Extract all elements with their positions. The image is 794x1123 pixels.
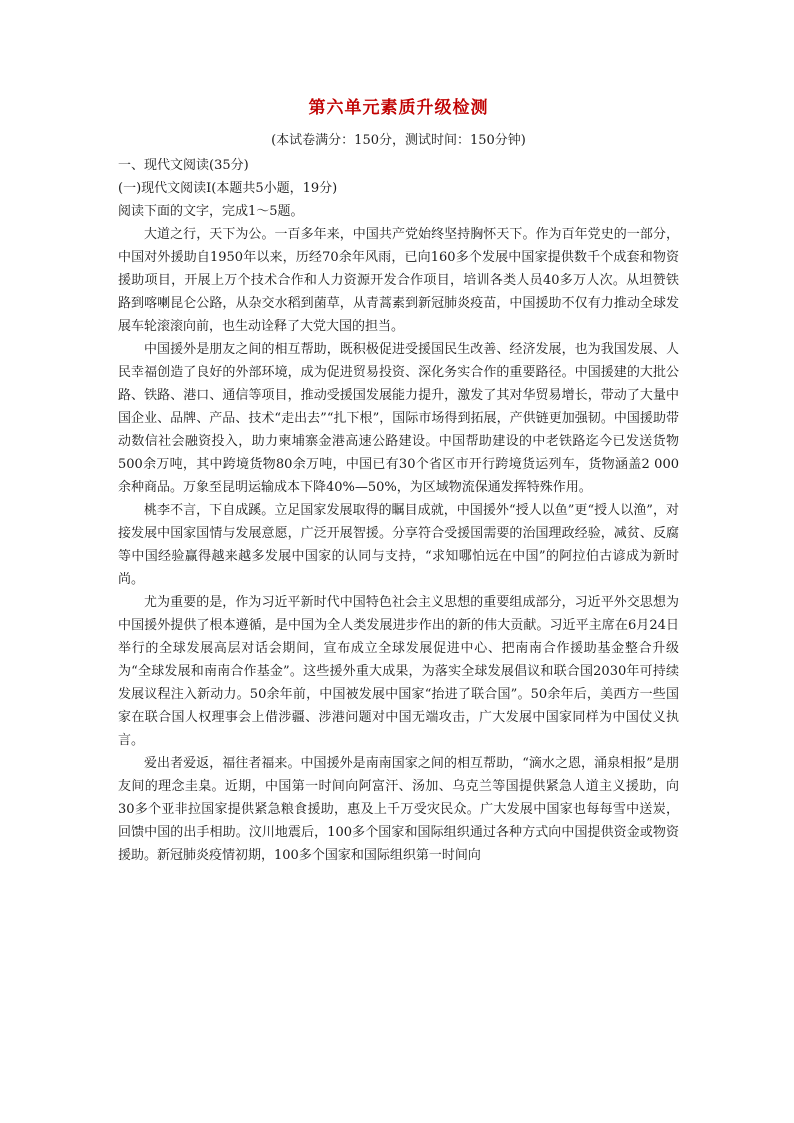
paragraph: 桃李不言，下自成蹊。立足国家发展取得的瞩目成就，中国援外“授人以鱼”更“授人以渔”，对接发展中国家国情与发展意愿，广泛开展智援。分享符合受援国需要的治国理政经验，减贫、反腐等中国经验赢得越来越多发展中国家的认同与支持，“求知哪怕远在中国”的阿拉伯古谚成为新时尚。 bbox=[118, 503, 679, 587]
paragraph: 大道之行，天下为公。一百多年来，中国共产党始终坚持胸怀天下。作为百年党史的一部分，中国对外援助自1950年以来，历经70余年风雨，已向160多个发展中国家提供数千个成套和物资援助项目，开展上万个技术合作和人力资源开发合作项目，培训各类人员40多万人次。从坦赞铁路到喀喇昆仑公路，从杂交水稻到菌草，从青蒿素到新冠肺炎疫苗，中国援助不仅有力推动全球发展车轮滚滚向前，也生动诠释了大党大国的担当。 bbox=[118, 227, 679, 334]
paragraph: 尤为重要的是，作为习近平新时代中国特色社会主义思想的重要组成部分，习近平外交思想为中国援外提供了根本遵循，是中国为全人类发展进步作出的新的伟大贡献。习近平主席在6月24日举行的全球发展高层对话会期间，宣布成立全球发展促进中心、把南南合作援助基金整合升级为“全球发展和南南合作基金”。这些援外重大成果，为落实全球发展倡议和联合国2030年可持续发展议程注入新动力。50余年前，中国被发展中国家“抬进了联合国”。50余年后，美西方一些国家在联合国人权理事会上借涉疆、涉港问题对中国无端攻击，广大发展中国家同样为中国仗义执言。 bbox=[118, 595, 679, 748]
paragraph: 中国援外是朋友之间的相互帮助，既积极促进受援国民生改善、经济发展，也为我国发展、人民幸福创造了良好的外部环境，成为促进贸易投资、深化务实合作的重要路径。中国援建的大批公路、铁路、港口、通信等项目，推动受援国发展能力提升，激发了其对华贸易增长，带动了大量中国企业、品牌、产品、技术“走出去”“扎下根”，国际市场得到拓展，产供链更加强韧。中国援助带动数信社会融资投入，助力柬埔寨金港高速公路建设。中国帮助建设的中老铁路迄今已发送货物500余万吨，其中跨境货物80余万吨，中国已有30个省区市开行跨境货运列车，货物涵盖2 000余种商品。万象至昆明运输成本下降40%—50%，为区域物流保通发挥特殊作用。 bbox=[118, 342, 679, 495]
subsection-heading: (一)现代文阅读Ⅰ(本题共5小题，19分) bbox=[118, 181, 338, 196]
reading-instruction: 阅读下面的文字，完成1～5题。 bbox=[118, 204, 304, 219]
exam-info: (本试卷满分：150分，测试时间：150分钟) bbox=[271, 133, 526, 148]
document-title: 第六单元素质升级检测 bbox=[308, 98, 489, 118]
paragraph: 爱出者爱返，福往者福来。中国援外是南南国家之间的相互帮助，“滴水之恩，涌泉相报”是朋友间的理念圭臬。近期，中国第一时间向阿富汗、汤加、乌克兰等国提供紧急人道主义援助，向30多个亚非拉国家提供紧急粮食援助，惠及上千万受灾民众。广大发展中国家也每每雪中送炭，回馈中国的出手相助。汶川地震后，100多个国家和国际组织通过各种方式向中国提供资金或物资援助。新冠肺炎疫情初期，100多个国家和国际组织第一时间向 bbox=[118, 756, 679, 863]
section-heading: 一、现代文阅读(35分) bbox=[118, 158, 249, 173]
